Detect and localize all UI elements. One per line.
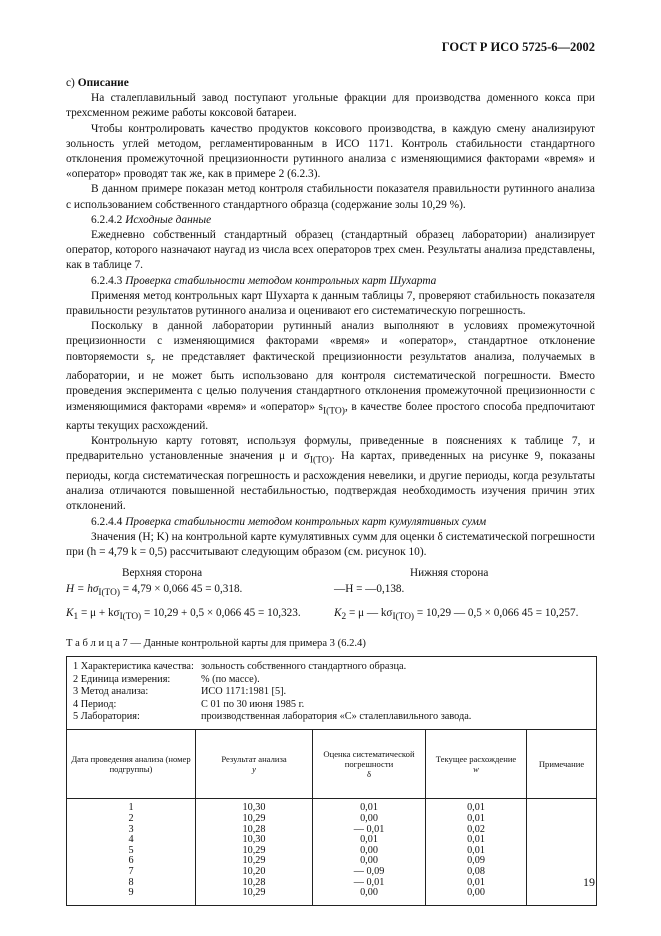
- cell-moving-range: 0,09: [426, 856, 527, 867]
- cell-note: [527, 856, 597, 867]
- cusum-formulas: [66, 566, 595, 630]
- cell-note: [527, 799, 597, 814]
- cell-subgroup: 5: [67, 846, 196, 857]
- cell-note: [527, 846, 597, 857]
- cell-note: [527, 835, 597, 846]
- cell-bias: 0,01: [313, 835, 426, 846]
- formula-K2-mid: = μ — kσ: [346, 607, 393, 620]
- cell-note: [527, 814, 597, 825]
- paragraph-6-part-b: не представляет фактической прецизионности результатов анализа, получаемых в лаборатории, и не может быть использовано для контроля систематической погрешности. Вместо проведения эксперимента с целью получения стандартного отклонения промежуточной прецизионности с изменяющимися факторами «время» и «оператор» s: [66, 350, 596, 413]
- formula-K1-rhs: = 10,29 + 0,5 × 0,066 45 = 10,323.: [141, 607, 301, 620]
- subsection-number: 6.2.4.2: [91, 213, 123, 226]
- meta-value: зольность собственного стандартного образца.: [201, 661, 407, 673]
- table-row: [67, 856, 596, 867]
- meta-label: 5 Лаборатория:: [73, 710, 140, 722]
- paragraph-8: Значения (H; K) на контрольной карте кумулятивных сумм для оценки δ систематической погрешности при (h = 4,79 k = 0,5) рассчитывают следующим образом (см. рисунок 10).: [66, 530, 595, 558]
- subsection-number: 6.2.4.3: [91, 274, 123, 287]
- cell-bias: 0,01: [313, 799, 426, 814]
- cell-note: [527, 825, 597, 836]
- table-body: [67, 799, 596, 905]
- table-row: [67, 846, 596, 857]
- formula-K2: [334, 606, 578, 625]
- table-row: [67, 825, 596, 836]
- paragraph-4: Ежедневно собственный стандартный образец (стандартный образец лаборатории) анализирует оператор, которого назначают наугад из числа всех операторов трех смен. Результаты анализа представлены, как в таблице 7.: [66, 229, 595, 272]
- table-row: [67, 888, 596, 899]
- cell-bias: — 0,01: [313, 878, 426, 889]
- cell-subgroup: 2: [67, 814, 196, 825]
- subscript: 2: [341, 612, 347, 623]
- cell-moving-range: 0,01: [426, 814, 527, 825]
- cell-subgroup: 9: [67, 888, 196, 899]
- subscript: I(TO): [309, 455, 332, 466]
- subsection-title: Исходные данные: [125, 213, 212, 226]
- subsection-heading-6242: [66, 213, 595, 228]
- cell-subgroup: 7: [67, 867, 196, 878]
- spacer-cell: [527, 899, 597, 905]
- column-header-bias-symbol: δ: [366, 769, 372, 780]
- cell-result: 10,28: [196, 878, 313, 889]
- paragraph-2: Чтобы контролировать качество продуктов коксового производства, в каждую смену анализируют зольность углей методом, регламентированным в ИСО 1171. Контроль стабильности стандартного отклонения промежуточной прецизионности рутинного анализа с изменяющимися факторами «время» и «оператор» проводят так же, как в примере 2 (6.2.3).: [66, 122, 595, 181]
- column-header-bias: [313, 730, 426, 799]
- table-row: [67, 814, 596, 825]
- section-prefix: с): [66, 77, 75, 89]
- cell-result: 10,29: [196, 856, 313, 867]
- cell-result: 10,30: [196, 799, 313, 814]
- paragraph-1: На сталеплавильный завод поступают угольные фракции для производства доменного кокса при трехсменном режиме работы коксовой батареи.: [66, 92, 595, 120]
- cell-result: 10,28: [196, 825, 313, 836]
- subsection-heading-6244: [66, 515, 595, 530]
- meta-label: 4 Период:: [73, 698, 117, 710]
- formula-K1-mid: = μ + kσ: [78, 607, 120, 620]
- subscript: r: [150, 355, 155, 366]
- table-row: [67, 835, 596, 846]
- table-spacer-row: [67, 899, 596, 905]
- cell-subgroup: 6: [67, 856, 196, 867]
- formula-K1: [66, 606, 301, 625]
- meta-label: 3 Метод анализа:: [73, 686, 149, 698]
- paragraph-6: [66, 319, 595, 434]
- subscript: 1: [73, 612, 79, 623]
- table-7: [66, 656, 597, 905]
- meta-value: производственная лаборатория «С» сталеплавильного завода.: [201, 710, 472, 722]
- subsection-title: Проверка стабильности методом контрольных карт кумулятивных сумм: [125, 515, 487, 528]
- meta-value: С 01 по 30 июня 1985 г.: [201, 698, 305, 710]
- column-header-date: Дата проведения анализа (номер подгруппы): [67, 730, 196, 799]
- data-table: [67, 730, 596, 904]
- formula-K2-lhs: K: [334, 607, 342, 620]
- cell-moving-range: 0,08: [426, 867, 527, 878]
- cell-moving-range: 0,01: [426, 835, 527, 846]
- cell-moving-range: 0,00: [426, 888, 527, 899]
- cell-bias: 0,00: [313, 814, 426, 825]
- meta-label: 2 Единица измерения:: [73, 673, 171, 685]
- upper-side-label: Верхняя сторона: [122, 567, 203, 580]
- paragraph-7-part-b: . На картах, приведенных на рисунке 9, показаны периоды, когда систематическая погрешность и расхождения невелики, и другие периоды, когда результаты анализа отличаются повышенной нестабильностью, подтверждая необходимость изучения причин этих отклонений.: [66, 450, 595, 513]
- paragraph-6-part-c: , в качестве более простого способа предпочитают карты текущих расхождений.: [66, 400, 595, 433]
- column-header-result-label: Результат анализа: [221, 754, 287, 765]
- cell-result: 10,29: [196, 888, 313, 899]
- cell-subgroup: 8: [67, 878, 196, 889]
- cell-subgroup: 4: [67, 835, 196, 846]
- cell-subgroup: 3: [67, 825, 196, 836]
- subscript: I(TO): [98, 588, 120, 599]
- column-header-moving-range: [426, 730, 527, 799]
- table-row: [67, 878, 596, 889]
- paragraph-5: Применяя метод контрольных карт Шухарта к данным таблицы 7, проверяют стабильность показателя правильности результатов рутинного анализа и оценивают его систематическую погрешность.: [66, 289, 595, 318]
- meta-value: ИСО 1171:1981 [5].: [201, 686, 287, 698]
- subsection-number: 6.2.4.4: [91, 515, 123, 528]
- table-row: [67, 867, 596, 878]
- spacer-cell: [67, 899, 196, 905]
- cell-moving-range: 0,02: [426, 825, 527, 836]
- page-number: 19: [583, 875, 595, 889]
- paragraph-7-part-a: Контрольную карту готовят, используя формулы, приведенные в пояснениях к таблице 7, и предварительно установленные значения μ и σ: [66, 435, 595, 463]
- cell-result: 10,29: [196, 846, 313, 857]
- spacer-cell: [426, 899, 527, 905]
- cell-moving-range: 0,01: [426, 846, 527, 857]
- meta-label: 1 Характеристика качества:: [73, 661, 194, 673]
- formula-K1-lhs: K: [66, 607, 74, 620]
- table-header-row: [67, 730, 596, 799]
- column-header-result-symbol: y: [252, 764, 256, 775]
- formula-negative-H: —H = —0,138.: [334, 583, 405, 596]
- spacer-cell: [196, 899, 313, 905]
- formula-H: [66, 582, 242, 601]
- formula-K2-rhs: = 10,29 — 0,5 × 0,066 45 = 10,257.: [414, 607, 579, 620]
- cell-bias: 0,00: [313, 846, 426, 857]
- paragraph-3: В данном примере показан метод контроля стабильности показателя правильности рутинного анализа с использованием собственного стандартного образца (содержание золы 10,29 %).: [66, 183, 595, 211]
- table-meta: [67, 657, 596, 730]
- meta-value: % (по массе).: [201, 673, 260, 685]
- cell-result: 10,29: [196, 814, 313, 825]
- subsection-title: Проверка стабильности методом контрольных карт Шухарта: [125, 274, 437, 287]
- section-title: Описание: [77, 77, 129, 89]
- cell-moving-range: 0,01: [426, 878, 527, 889]
- standard-header: ГОСТ Р ИСО 5725-6—2002: [441, 40, 595, 54]
- subscript: I(TO): [392, 612, 415, 623]
- formula-H-lhs: H = hσ: [66, 583, 99, 596]
- paragraph-6-part-a: Поскольку в данной лаборатории рутинный анализ выполняют в условиях промежуточной прецизионности с изменяющимися факторами «время» и «оператор», стандартное отклонение повторяемости s: [66, 320, 595, 363]
- cell-result: 10,20: [196, 867, 313, 878]
- cell-result: 10,30: [196, 835, 313, 846]
- column-header-note: Примечание: [527, 730, 597, 799]
- spacer-cell: [313, 899, 426, 905]
- cell-bias: 0,00: [313, 856, 426, 867]
- column-header-range-symbol: w: [473, 764, 479, 775]
- lower-side-label: Нижняя сторона: [410, 567, 489, 580]
- page-content: [66, 76, 595, 906]
- cell-moving-range: 0,01: [426, 799, 527, 814]
- subsection-heading-6243: [66, 274, 595, 289]
- cell-bias: 0,00: [313, 888, 426, 899]
- cell-bias: — 0,09: [313, 867, 426, 878]
- column-header-range-label: Текущее расхождение: [435, 754, 517, 765]
- section-heading: [66, 76, 595, 91]
- cell-bias: — 0,01: [313, 825, 426, 836]
- subscript: I(TO): [119, 612, 142, 623]
- subscript: I(TO): [322, 405, 345, 416]
- paragraph-7: [66, 434, 595, 514]
- column-header-bias-label: Оценка систематической погрешности: [323, 749, 415, 770]
- table-row: [67, 799, 596, 814]
- column-header-result: [196, 730, 313, 799]
- cell-subgroup: 1: [67, 799, 196, 814]
- formula-H-rhs: = 4,79 × 0,066 45 = 0,318.: [119, 583, 243, 596]
- table-caption: Т а б л и ц а 7 — Данные контрольной карты для примера 3 (6.2.4): [66, 638, 366, 650]
